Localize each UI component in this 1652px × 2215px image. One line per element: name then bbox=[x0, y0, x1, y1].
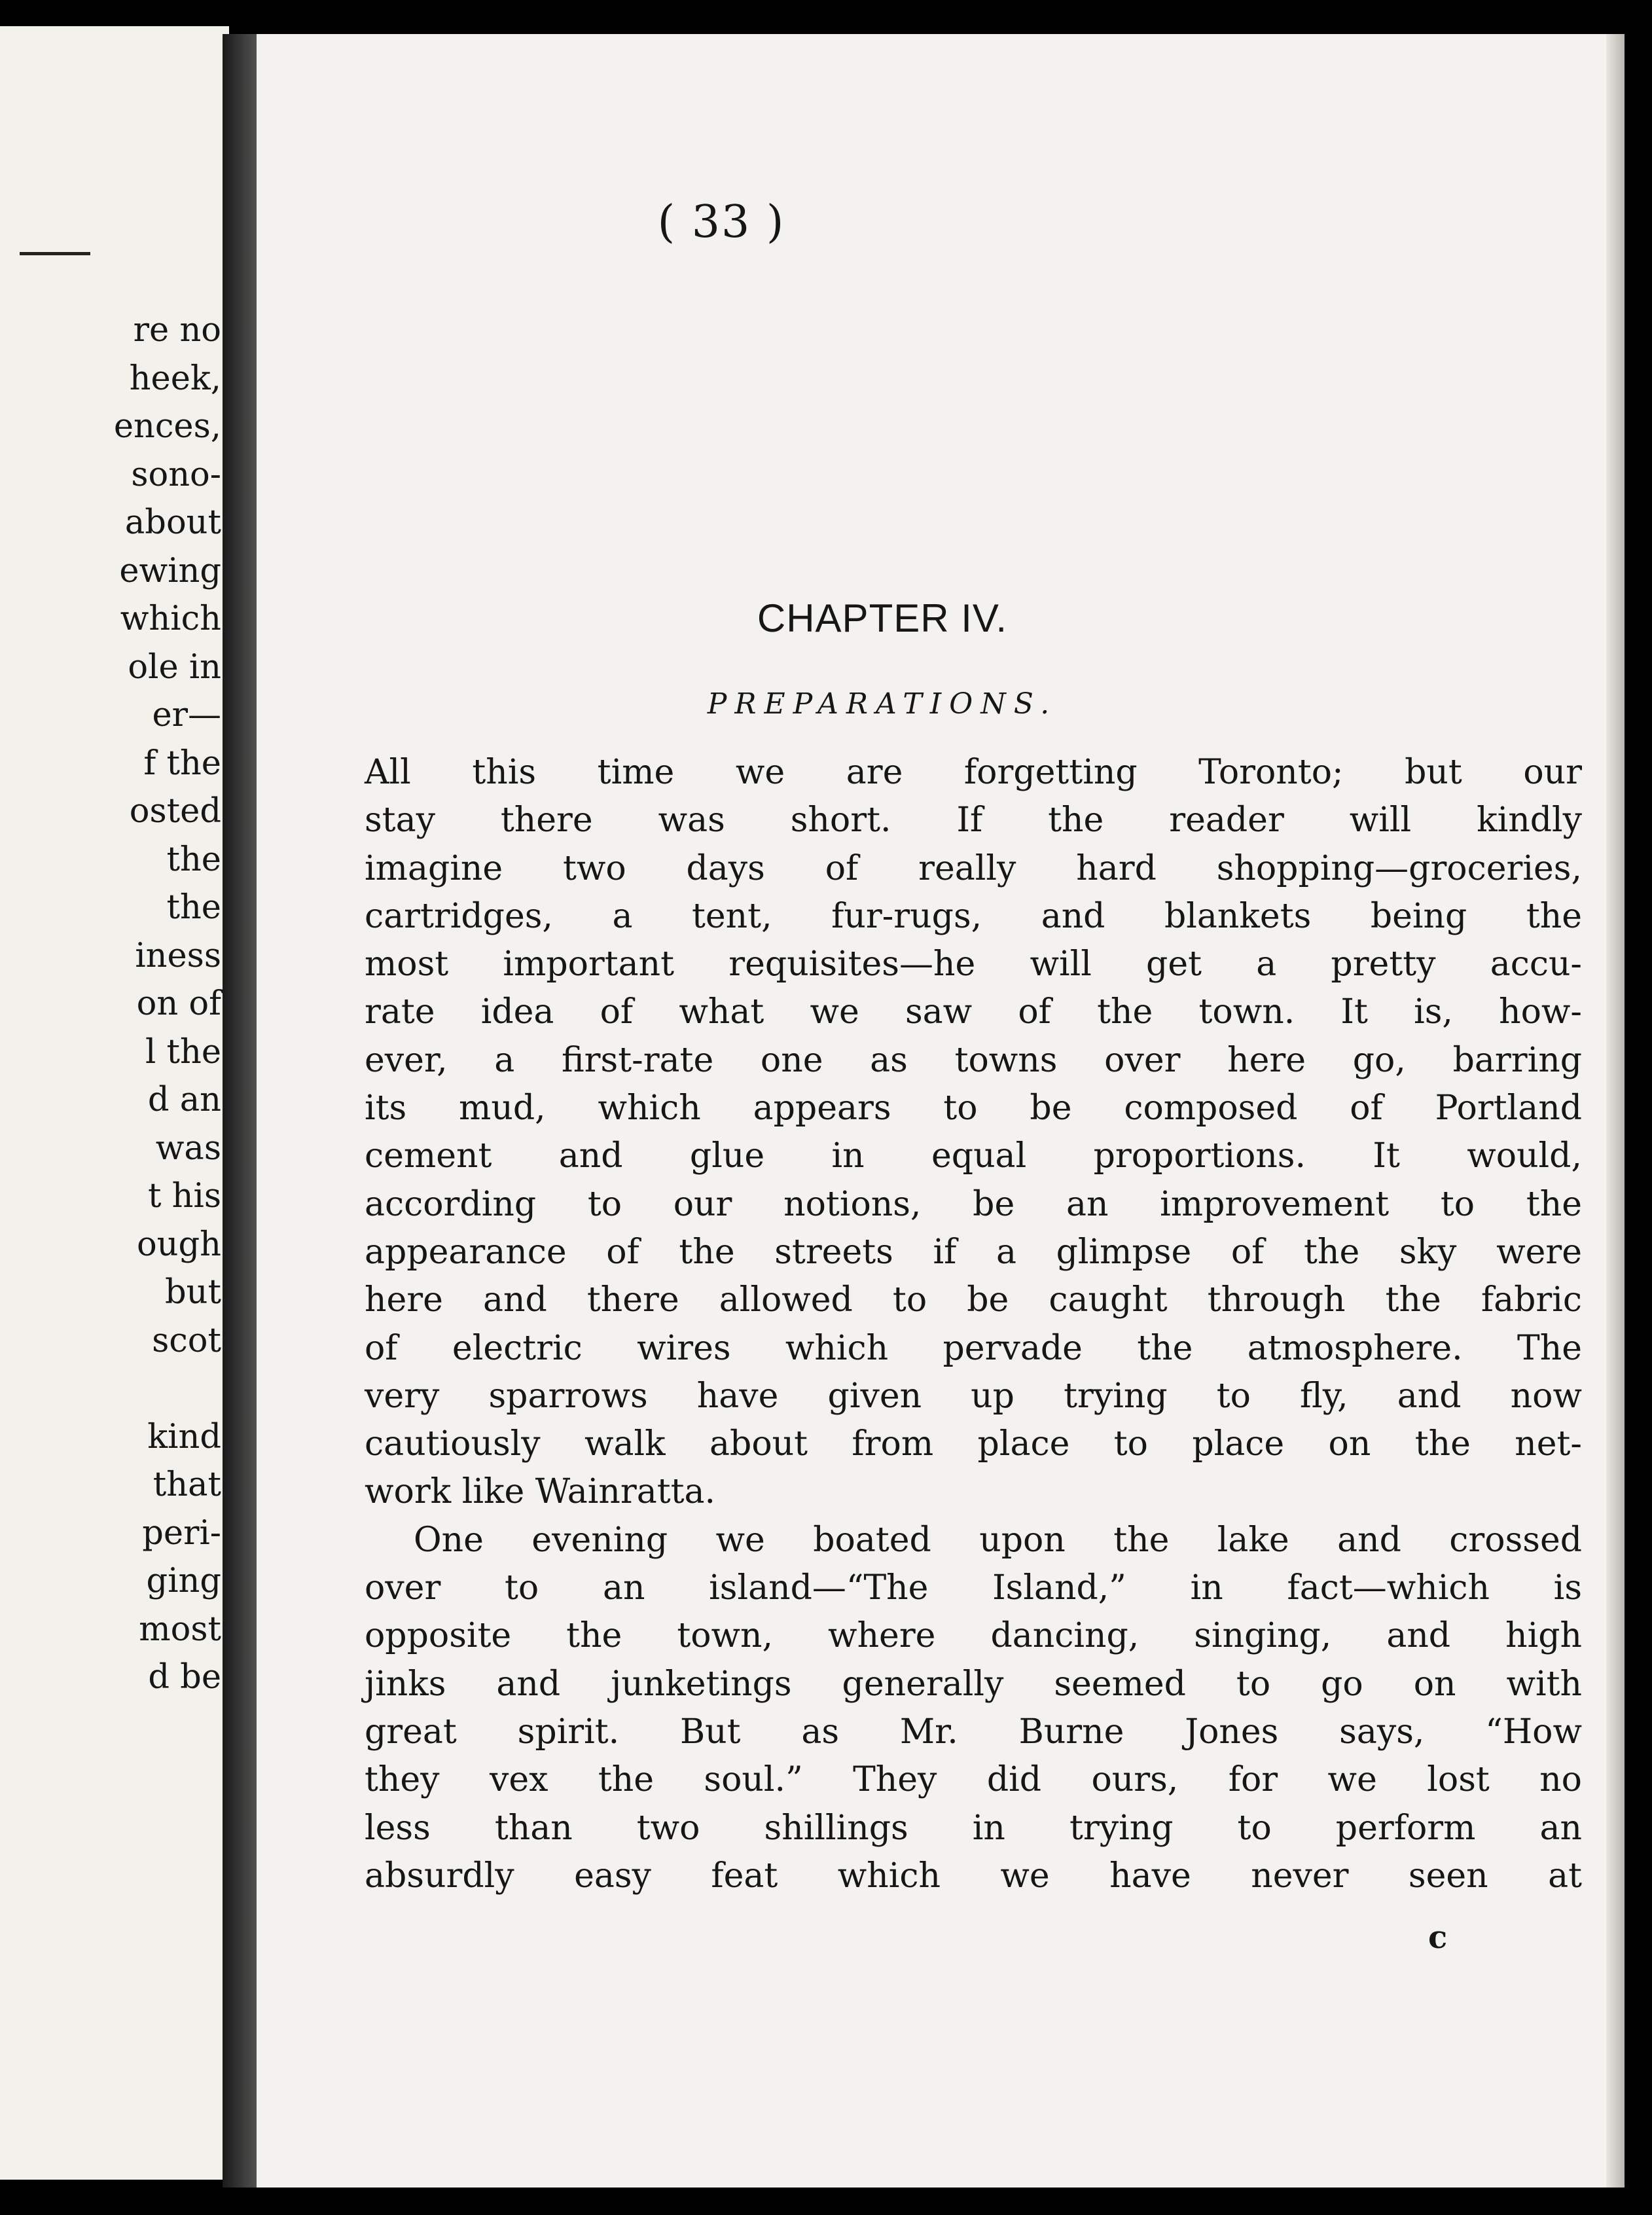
previous-page-line: er— bbox=[152, 696, 221, 734]
previous-page-line bbox=[7, 1365, 229, 1413]
text-line: cautiously walk about from place to place on the net- bbox=[365, 1424, 1582, 1464]
body-text bbox=[365, 749, 1582, 1900]
text-line: One evening we boated upon the lake and crossed bbox=[414, 1520, 1582, 1560]
text-line: less than two shillings in trying to perform an bbox=[365, 1808, 1582, 1848]
text-line: most important requisites—he will get a pretty accu- bbox=[365, 945, 1582, 984]
text-line: cartridges, a tent, fur-rugs, and blankets being the bbox=[365, 896, 1582, 936]
book-gutter bbox=[223, 34, 262, 2188]
previous-page-line: that bbox=[153, 1466, 221, 1504]
text-line: of electric wires which pervade the atmosphere. The bbox=[365, 1328, 1582, 1368]
previous-page-fragment bbox=[0, 26, 229, 2180]
text-line: very sparrows have given up trying to fly, and now bbox=[365, 1376, 1582, 1416]
previous-page-line: but bbox=[165, 1273, 221, 1312]
signature-mark: c bbox=[1428, 1919, 1448, 1956]
previous-page-line: which bbox=[120, 600, 221, 638]
text-line: ever, a first-rate one as towns over here go, barring bbox=[365, 1040, 1582, 1080]
previous-page-line: ewing bbox=[119, 551, 221, 590]
previous-page-line: re no bbox=[133, 311, 221, 350]
previous-page-line: ences, bbox=[113, 407, 221, 446]
previous-page-line: heek, bbox=[129, 359, 221, 398]
page-33 bbox=[257, 34, 1625, 2188]
text-line: All this time we are forgetting Toronto; but our bbox=[365, 753, 1582, 792]
previous-page-line: d be bbox=[148, 1658, 221, 1697]
text-line: imagine two days of really hard shopping—groceries, bbox=[365, 848, 1582, 888]
text-line: great spirit. But as Mr. Burne Jones says, “How bbox=[365, 1712, 1582, 1752]
previous-page-line: t his bbox=[147, 1177, 221, 1216]
text-line: work like Wainratta. bbox=[365, 1472, 716, 1512]
previous-page-line: sono- bbox=[131, 455, 221, 494]
text-line: according to our notions, be an improvement to the bbox=[365, 1184, 1582, 1224]
text-line: opposite the town, where dancing, singing, and high bbox=[365, 1616, 1582, 1656]
previous-page-line: on of bbox=[136, 984, 221, 1023]
text-line: appearance of the streets if a glimpse of the sky were bbox=[365, 1232, 1582, 1272]
text-line: absurdly easy feat which we have never seen at bbox=[365, 1856, 1582, 1896]
text-line: over to an island—“The Island,” in fact—which is bbox=[365, 1568, 1582, 1608]
previous-page-line: d an bbox=[147, 1081, 221, 1119]
text-line: here and there allowed to be caught through the fabric bbox=[365, 1280, 1582, 1320]
header-rule bbox=[20, 252, 90, 255]
previous-page-line: iness bbox=[135, 936, 221, 975]
previous-page-line: kind bbox=[147, 1417, 221, 1456]
text-line: stay there was short. If the reader will kindly bbox=[365, 801, 1582, 840]
chapter-title: CHAPTER IV. bbox=[757, 596, 1008, 640]
previous-page-line: ging bbox=[146, 1562, 221, 1600]
previous-page-line: scot bbox=[152, 1321, 221, 1360]
previous-page-line: ough bbox=[136, 1225, 221, 1264]
previous-page-line: l the bbox=[145, 1032, 221, 1071]
previous-page-line: most bbox=[139, 1610, 221, 1649]
previous-page-text bbox=[7, 306, 229, 1702]
section-title: PREPARATIONS. bbox=[707, 687, 1058, 721]
text-line: rate idea of what we saw of the town. It is, how- bbox=[365, 992, 1582, 1032]
text-line: cement and glue in equal proportions. It would, bbox=[365, 1136, 1582, 1176]
text-line: its mud, which appears to be composed of Portland bbox=[365, 1089, 1582, 1128]
previous-page-line: osted bbox=[129, 792, 221, 831]
page-number: ( 33 ) bbox=[657, 196, 785, 248]
text-line: they vex the soul.” They did ours, for we lost no bbox=[365, 1760, 1582, 1800]
previous-page-line: was bbox=[155, 1128, 221, 1168]
page-edge bbox=[1606, 34, 1625, 2188]
previous-page-line: the bbox=[166, 840, 221, 879]
previous-page-line: f the bbox=[143, 744, 221, 783]
text-line: jinks and junketings generally seemed to go on with bbox=[365, 1664, 1582, 1704]
previous-page-line: ole in bbox=[128, 647, 221, 687]
previous-page-line: about bbox=[124, 503, 221, 542]
previous-page-line: the bbox=[166, 888, 221, 927]
previous-page-line: peri- bbox=[142, 1513, 221, 1553]
